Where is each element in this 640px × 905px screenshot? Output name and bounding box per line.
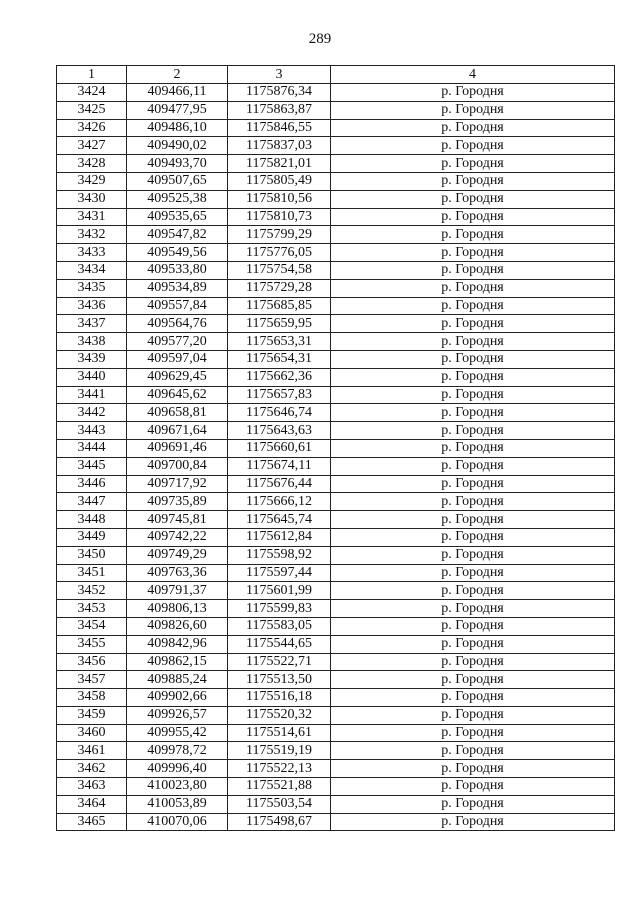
object-name-cell: р. Городня — [331, 653, 615, 671]
table-row — [57, 778, 615, 796]
y-coordinate-cell: 1175599,83 — [228, 600, 331, 618]
x-coordinate-cell: 409486,10 — [127, 119, 228, 137]
x-coordinate-cell: 409547,82 — [127, 226, 228, 244]
point-number-cell: 3450 — [57, 546, 127, 564]
object-name-cell: р. Городня — [331, 493, 615, 511]
x-coordinate-cell: 409535,65 — [127, 208, 228, 226]
table-row — [57, 439, 615, 457]
point-number-cell: 3462 — [57, 760, 127, 778]
y-coordinate-cell: 1175653,31 — [228, 333, 331, 351]
point-number-cell: 3438 — [57, 333, 127, 351]
point-number-cell: 3430 — [57, 190, 127, 208]
y-coordinate-cell: 1175516,18 — [228, 689, 331, 707]
object-name-cell: р. Городня — [331, 475, 615, 493]
object-name-cell: р. Городня — [331, 528, 615, 546]
table-row — [57, 635, 615, 653]
table-row — [57, 137, 615, 155]
object-name-cell: р. Городня — [331, 457, 615, 475]
column-header-1: 1 — [57, 66, 127, 84]
point-number-cell: 3458 — [57, 689, 127, 707]
point-number-cell: 3446 — [57, 475, 127, 493]
x-coordinate-cell: 409597,04 — [127, 350, 228, 368]
x-coordinate-cell: 409791,37 — [127, 582, 228, 600]
table-header — [57, 66, 615, 84]
table-row — [57, 261, 615, 279]
y-coordinate-cell: 1175662,36 — [228, 368, 331, 386]
y-coordinate-cell: 1175674,11 — [228, 457, 331, 475]
y-coordinate-cell: 1175685,85 — [228, 297, 331, 315]
point-number-cell: 3454 — [57, 617, 127, 635]
table-row — [57, 457, 615, 475]
y-coordinate-cell: 1175645,74 — [228, 511, 331, 529]
table-row — [57, 689, 615, 707]
y-coordinate-cell: 1175513,50 — [228, 671, 331, 689]
table-row — [57, 422, 615, 440]
object-name-cell: р. Городня — [331, 546, 615, 564]
point-number-cell: 3453 — [57, 600, 127, 618]
object-name-cell: р. Городня — [331, 84, 615, 102]
y-coordinate-cell: 1175521,88 — [228, 778, 331, 796]
table-row — [57, 600, 615, 618]
y-coordinate-cell: 1175837,03 — [228, 137, 331, 155]
point-number-cell: 3451 — [57, 564, 127, 582]
table-row — [57, 190, 615, 208]
table-row — [57, 101, 615, 119]
y-coordinate-cell: 1175754,58 — [228, 261, 331, 279]
x-coordinate-cell: 409549,56 — [127, 244, 228, 262]
object-name-cell: р. Городня — [331, 742, 615, 760]
table-row — [57, 813, 615, 831]
table-row — [57, 760, 615, 778]
point-number-cell: 3443 — [57, 422, 127, 440]
object-name-cell: р. Городня — [331, 137, 615, 155]
object-name-cell: р. Городня — [331, 564, 615, 582]
x-coordinate-cell: 409885,24 — [127, 671, 228, 689]
point-number-cell: 3434 — [57, 261, 127, 279]
y-coordinate-cell: 1175657,83 — [228, 386, 331, 404]
point-number-cell: 3425 — [57, 101, 127, 119]
point-number-cell: 3439 — [57, 350, 127, 368]
object-name-cell: р. Городня — [331, 226, 615, 244]
point-number-cell: 3448 — [57, 511, 127, 529]
y-coordinate-cell: 1175597,44 — [228, 564, 331, 582]
point-number-cell: 3449 — [57, 528, 127, 546]
object-name-cell: р. Городня — [331, 689, 615, 707]
y-coordinate-cell: 1175799,29 — [228, 226, 331, 244]
coordinates-table — [56, 65, 615, 831]
table-row — [57, 315, 615, 333]
y-coordinate-cell: 1175522,71 — [228, 653, 331, 671]
object-name-cell: р. Городня — [331, 101, 615, 119]
table-row — [57, 528, 615, 546]
point-number-cell: 3424 — [57, 84, 127, 102]
y-coordinate-cell: 1175776,05 — [228, 244, 331, 262]
object-name-cell: р. Городня — [331, 511, 615, 529]
object-name-cell: р. Городня — [331, 208, 615, 226]
x-coordinate-cell: 410053,89 — [127, 795, 228, 813]
point-number-cell: 3459 — [57, 706, 127, 724]
object-name-cell: р. Городня — [331, 600, 615, 618]
y-coordinate-cell: 1175876,34 — [228, 84, 331, 102]
y-coordinate-cell: 1175654,31 — [228, 350, 331, 368]
point-number-cell: 3437 — [57, 315, 127, 333]
table-row — [57, 84, 615, 102]
x-coordinate-cell: 409645,62 — [127, 386, 228, 404]
y-coordinate-cell: 1175810,56 — [228, 190, 331, 208]
point-number-cell: 3464 — [57, 795, 127, 813]
y-coordinate-cell: 1175659,95 — [228, 315, 331, 333]
y-coordinate-cell: 1175863,87 — [228, 101, 331, 119]
x-coordinate-cell: 409842,96 — [127, 635, 228, 653]
column-header-3: 3 — [228, 66, 331, 84]
y-coordinate-cell: 1175643,63 — [228, 422, 331, 440]
x-coordinate-cell: 410023,80 — [127, 778, 228, 796]
y-coordinate-cell: 1175544,65 — [228, 635, 331, 653]
point-number-cell: 3457 — [57, 671, 127, 689]
y-coordinate-cell: 1175612,84 — [228, 528, 331, 546]
table-row — [57, 724, 615, 742]
x-coordinate-cell: 409490,02 — [127, 137, 228, 155]
x-coordinate-cell: 409826,60 — [127, 617, 228, 635]
x-coordinate-cell: 409466,11 — [127, 84, 228, 102]
y-coordinate-cell: 1175676,44 — [228, 475, 331, 493]
point-number-cell: 3429 — [57, 172, 127, 190]
x-coordinate-cell: 409577,20 — [127, 333, 228, 351]
y-coordinate-cell: 1175514,61 — [228, 724, 331, 742]
x-coordinate-cell: 409525,38 — [127, 190, 228, 208]
point-number-cell: 3463 — [57, 778, 127, 796]
point-number-cell: 3440 — [57, 368, 127, 386]
x-coordinate-cell: 409717,92 — [127, 475, 228, 493]
table-row — [57, 244, 615, 262]
y-coordinate-cell: 1175660,61 — [228, 439, 331, 457]
point-number-cell: 3433 — [57, 244, 127, 262]
point-number-cell: 3441 — [57, 386, 127, 404]
object-name-cell: р. Городня — [331, 635, 615, 653]
table-row — [57, 493, 615, 511]
object-name-cell: р. Городня — [331, 404, 615, 422]
object-name-cell: р. Городня — [331, 813, 615, 831]
object-name-cell: р. Городня — [331, 261, 615, 279]
x-coordinate-cell: 409534,89 — [127, 279, 228, 297]
column-header-2: 2 — [127, 66, 228, 84]
point-number-cell: 3465 — [57, 813, 127, 831]
x-coordinate-cell: 409691,46 — [127, 439, 228, 457]
table-row — [57, 119, 615, 137]
y-coordinate-cell: 1175805,49 — [228, 172, 331, 190]
x-coordinate-cell: 409926,57 — [127, 706, 228, 724]
table-row — [57, 279, 615, 297]
x-coordinate-cell: 409493,70 — [127, 155, 228, 173]
table-row — [57, 386, 615, 404]
y-coordinate-cell: 1175498,67 — [228, 813, 331, 831]
object-name-cell: р. Городня — [331, 386, 615, 404]
point-number-cell: 3426 — [57, 119, 127, 137]
object-name-cell: р. Городня — [331, 297, 615, 315]
x-coordinate-cell: 409533,80 — [127, 261, 228, 279]
x-coordinate-cell: 409477,95 — [127, 101, 228, 119]
y-coordinate-cell: 1175519,19 — [228, 742, 331, 760]
object-name-cell: р. Городня — [331, 155, 615, 173]
x-coordinate-cell: 409749,29 — [127, 546, 228, 564]
object-name-cell: р. Городня — [331, 795, 615, 813]
x-coordinate-cell: 409700,84 — [127, 457, 228, 475]
object-name-cell: р. Городня — [331, 279, 615, 297]
point-number-cell: 3427 — [57, 137, 127, 155]
header-row — [57, 66, 615, 84]
object-name-cell: р. Городня — [331, 582, 615, 600]
object-name-cell: р. Городня — [331, 244, 615, 262]
table-row — [57, 617, 615, 635]
object-name-cell: р. Городня — [331, 778, 615, 796]
x-coordinate-cell: 409978,72 — [127, 742, 228, 760]
point-number-cell: 3461 — [57, 742, 127, 760]
y-coordinate-cell: 1175522,13 — [228, 760, 331, 778]
point-number-cell: 3455 — [57, 635, 127, 653]
object-name-cell: р. Городня — [331, 617, 615, 635]
object-name-cell: р. Городня — [331, 172, 615, 190]
x-coordinate-cell: 409996,40 — [127, 760, 228, 778]
object-name-cell: р. Городня — [331, 760, 615, 778]
point-number-cell: 3436 — [57, 297, 127, 315]
x-coordinate-cell: 409806,13 — [127, 600, 228, 618]
y-coordinate-cell: 1175729,28 — [228, 279, 331, 297]
column-header-4: 4 — [331, 66, 615, 84]
point-number-cell: 3428 — [57, 155, 127, 173]
table-row — [57, 208, 615, 226]
point-number-cell: 3447 — [57, 493, 127, 511]
x-coordinate-cell: 409735,89 — [127, 493, 228, 511]
object-name-cell: р. Городня — [331, 368, 615, 386]
object-name-cell: р. Городня — [331, 439, 615, 457]
point-number-cell: 3432 — [57, 226, 127, 244]
x-coordinate-cell: 409862,15 — [127, 653, 228, 671]
table-row — [57, 653, 615, 671]
table-row — [57, 404, 615, 422]
table-row — [57, 564, 615, 582]
table-row — [57, 511, 615, 529]
x-coordinate-cell: 409629,45 — [127, 368, 228, 386]
x-coordinate-cell: 409763,36 — [127, 564, 228, 582]
object-name-cell: р. Городня — [331, 119, 615, 137]
x-coordinate-cell: 409745,81 — [127, 511, 228, 529]
object-name-cell: р. Городня — [331, 671, 615, 689]
y-coordinate-cell: 1175646,74 — [228, 404, 331, 422]
point-number-cell: 3452 — [57, 582, 127, 600]
point-number-cell: 3444 — [57, 439, 127, 457]
object-name-cell: р. Городня — [331, 422, 615, 440]
table-row — [57, 706, 615, 724]
x-coordinate-cell: 410070,06 — [127, 813, 228, 831]
table-row — [57, 795, 615, 813]
point-number-cell: 3445 — [57, 457, 127, 475]
point-number-cell: 3456 — [57, 653, 127, 671]
table-row — [57, 297, 615, 315]
x-coordinate-cell: 409658,81 — [127, 404, 228, 422]
x-coordinate-cell: 409564,76 — [127, 315, 228, 333]
y-coordinate-cell: 1175810,73 — [228, 208, 331, 226]
x-coordinate-cell: 409902,66 — [127, 689, 228, 707]
point-number-cell: 3431 — [57, 208, 127, 226]
x-coordinate-cell: 409557,84 — [127, 297, 228, 315]
object-name-cell: р. Городня — [331, 333, 615, 351]
point-number-cell: 3442 — [57, 404, 127, 422]
x-coordinate-cell: 409955,42 — [127, 724, 228, 742]
table-row — [57, 172, 615, 190]
y-coordinate-cell: 1175520,32 — [228, 706, 331, 724]
table-row — [57, 475, 615, 493]
page-number: 289 — [308, 31, 332, 47]
table-row — [57, 671, 615, 689]
table-row — [57, 546, 615, 564]
table-row — [57, 582, 615, 600]
object-name-cell: р. Городня — [331, 350, 615, 368]
y-coordinate-cell: 1175598,92 — [228, 546, 331, 564]
y-coordinate-cell: 1175666,12 — [228, 493, 331, 511]
object-name-cell: р. Городня — [331, 315, 615, 333]
table-row — [57, 742, 615, 760]
y-coordinate-cell: 1175503,54 — [228, 795, 331, 813]
table-row — [57, 226, 615, 244]
table-row — [57, 333, 615, 351]
x-coordinate-cell: 409507,65 — [127, 172, 228, 190]
object-name-cell: р. Городня — [331, 724, 615, 742]
x-coordinate-cell: 409671,64 — [127, 422, 228, 440]
object-name-cell: р. Городня — [331, 190, 615, 208]
object-name-cell: р. Городня — [331, 706, 615, 724]
y-coordinate-cell: 1175601,99 — [228, 582, 331, 600]
y-coordinate-cell: 1175821,01 — [228, 155, 331, 173]
y-coordinate-cell: 1175583,05 — [228, 617, 331, 635]
table-body — [57, 84, 615, 831]
table-row — [57, 350, 615, 368]
table-row — [57, 368, 615, 386]
x-coordinate-cell: 409742,22 — [127, 528, 228, 546]
point-number-cell: 3435 — [57, 279, 127, 297]
y-coordinate-cell: 1175846,55 — [228, 119, 331, 137]
table-row — [57, 155, 615, 173]
point-number-cell: 3460 — [57, 724, 127, 742]
